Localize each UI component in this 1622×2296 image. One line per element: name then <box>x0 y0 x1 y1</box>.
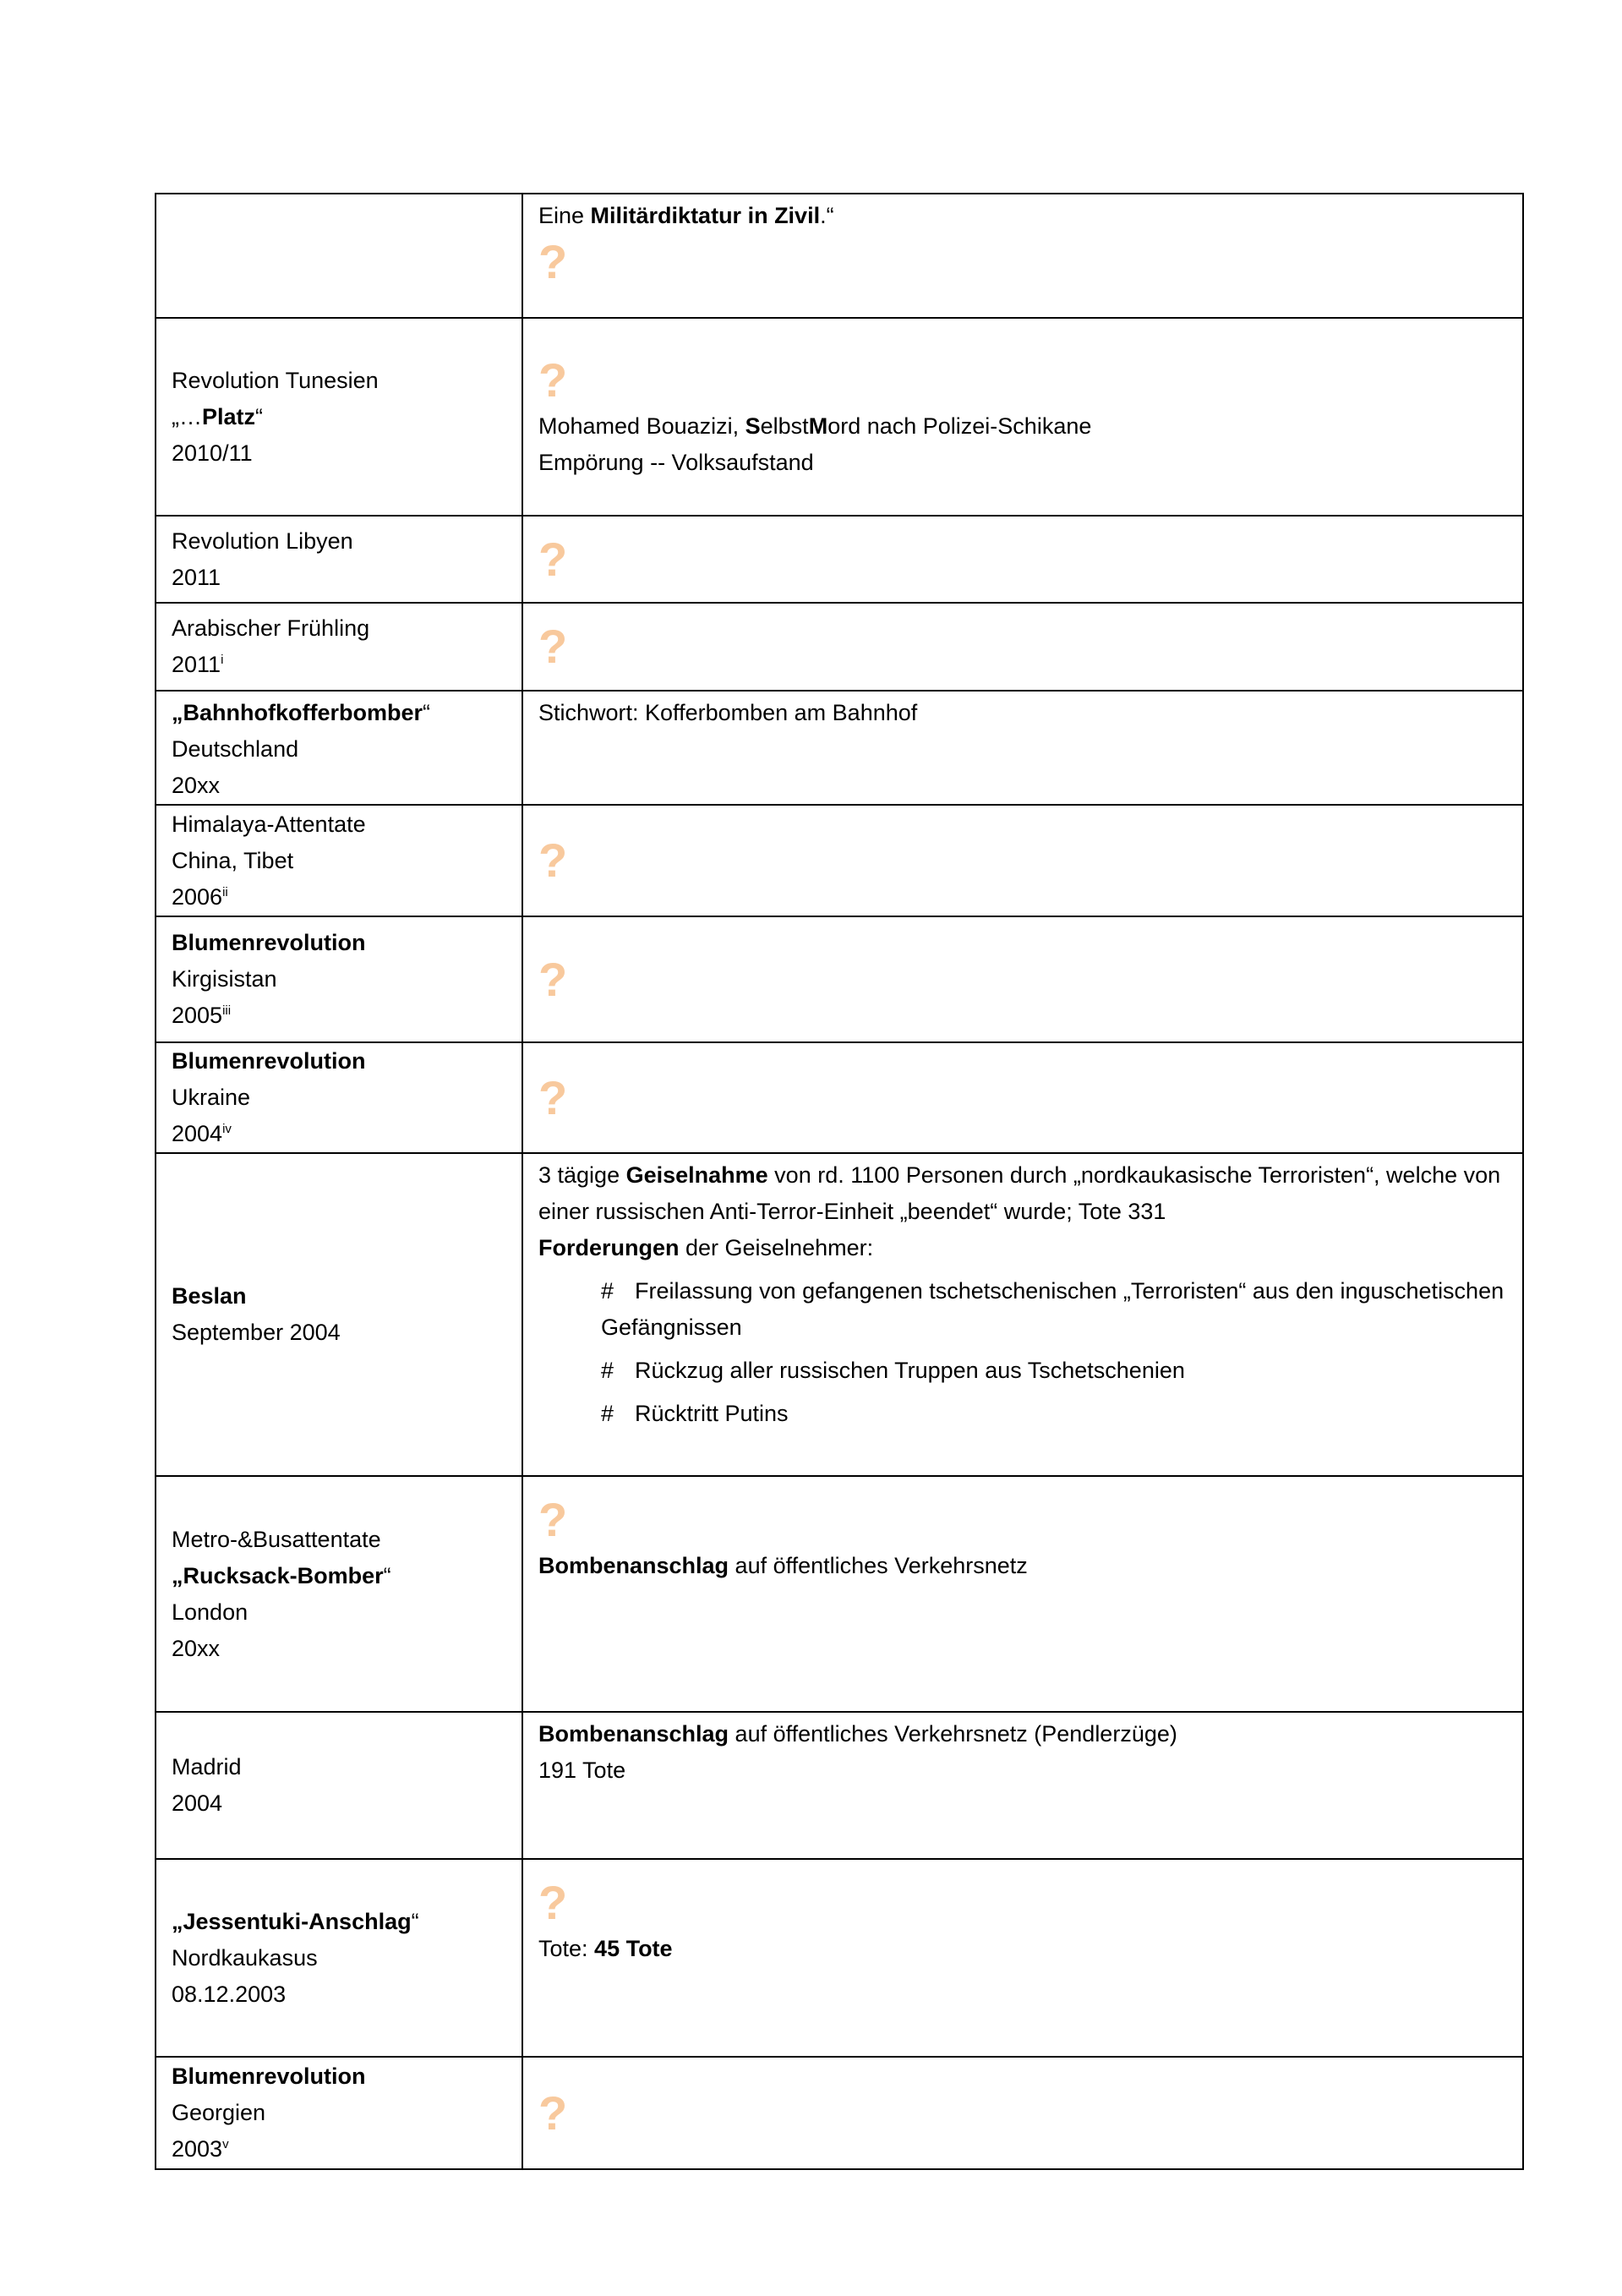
text: Eine <box>538 203 591 228</box>
event-line <box>172 961 506 998</box>
question-mark-icon: ? <box>538 353 568 407</box>
event-line <box>172 1940 506 1976</box>
text: 2004 <box>172 1790 223 1816</box>
description-cell <box>522 603 1523 691</box>
event-cell <box>156 1859 522 2057</box>
event-line <box>172 523 506 560</box>
event-line <box>172 363 506 399</box>
description-cell <box>522 194 1523 318</box>
text: Rücktritt Putins <box>635 1401 789 1426</box>
event-line <box>172 806 506 843</box>
footnote-marker: iv <box>222 1122 232 1136</box>
text: Himalaya-Attentate <box>172 811 366 837</box>
text: Tote: <box>538 1936 595 1961</box>
event-line <box>172 610 506 647</box>
event-line <box>172 843 506 879</box>
table-row <box>156 691 1523 805</box>
footnote-marker: i <box>221 653 224 667</box>
description-line <box>538 198 1507 234</box>
text: September 2004 <box>172 1320 341 1345</box>
events-table <box>155 193 1524 2170</box>
table-row <box>156 318 1523 516</box>
event-line <box>172 2058 506 2095</box>
text: 20xx <box>172 1635 221 1661</box>
event-cell <box>156 603 522 691</box>
event-line <box>172 1116 506 1152</box>
table-row <box>156 603 1523 691</box>
text: elbst <box>760 413 809 439</box>
event-cell <box>156 691 522 805</box>
event-line <box>172 998 506 1034</box>
question-mark-icon: ? <box>538 532 568 586</box>
event-line <box>172 695 506 731</box>
bullet-marker: # <box>601 1401 614 1426</box>
text: auf öffentliches Verkehrsnetz (Pendlerzüge) <box>729 1721 1177 1747</box>
question-mark-icon: ? <box>538 620 568 673</box>
event-cell <box>156 1712 522 1859</box>
event-cell <box>156 516 522 603</box>
event-line <box>172 1904 506 1940</box>
text: Mohamed Bouazizi, <box>538 413 745 439</box>
event-line <box>172 768 506 804</box>
description-cell <box>522 691 1523 805</box>
bold-text: Bombenanschlag <box>538 1553 729 1578</box>
text: “ <box>383 1562 391 1588</box>
text: “ <box>411 1908 419 1934</box>
bold-text: Beslan <box>172 1283 247 1309</box>
event-line <box>172 435 506 472</box>
text: Rückzug aller russischen Truppen aus Tschetschenien <box>635 1358 1185 1383</box>
text: Kirgisistan <box>172 966 277 992</box>
text: China, Tibet <box>172 847 294 873</box>
text: Ukraine <box>172 1085 251 1110</box>
table-row <box>156 1042 1523 1153</box>
text: 2005 <box>172 1003 223 1028</box>
description-cell <box>522 1153 1523 1476</box>
description-cell <box>522 1859 1523 2057</box>
bold-text: Bombenanschlag <box>538 1721 729 1747</box>
table-row <box>156 805 1523 916</box>
question-mark-icon: ? <box>538 952 568 1006</box>
text: 2006 <box>172 883 223 910</box>
event-cell <box>156 194 522 318</box>
event-line <box>172 2131 506 2168</box>
footnote-marker: v <box>222 2137 229 2151</box>
table-row <box>156 1712 1523 1859</box>
demand-list-item <box>538 1396 1507 1432</box>
text: Stichwort: Kofferbomben am Bahnhof <box>538 700 918 725</box>
text: 3 tägige <box>538 1162 626 1188</box>
description-cell <box>522 318 1523 516</box>
bold-text: Platz <box>202 403 256 429</box>
text: 2003 <box>172 2136 223 2162</box>
text: “ <box>423 700 430 725</box>
table-row <box>156 1859 1523 2057</box>
event-line <box>172 1785 506 1822</box>
text: Deutschland <box>172 736 299 762</box>
event-line <box>172 1631 506 1667</box>
question-mark-icon: ? <box>538 235 568 288</box>
text: 2010/11 <box>172 440 253 466</box>
bullet-marker: # <box>601 1358 614 1383</box>
event-line <box>172 879 506 916</box>
event-line <box>172 1080 506 1116</box>
description-cell <box>522 1476 1523 1712</box>
description-line <box>538 695 1507 731</box>
event-line <box>172 2095 506 2131</box>
bold-text: Forderungen <box>538 1235 680 1260</box>
description-line <box>538 1752 1507 1789</box>
description-cell <box>522 516 1523 603</box>
table-row <box>156 1153 1523 1476</box>
text: ord nach Polizei-Schikane <box>827 413 1092 439</box>
text: 2011 <box>172 564 221 590</box>
description-line <box>538 408 1507 445</box>
event-cell <box>156 318 522 516</box>
event-line <box>172 647 506 683</box>
text: „… <box>172 403 202 429</box>
description-line <box>538 1548 1507 1584</box>
text: Metro-&Busattentate <box>172 1526 381 1552</box>
demand-list-item <box>538 1353 1507 1389</box>
event-line <box>172 1315 506 1351</box>
bold-text: Blumenrevolution <box>172 2064 366 2089</box>
bold-text: Blumenrevolution <box>172 1048 366 1074</box>
event-line <box>172 1976 506 2013</box>
description-cell <box>522 1042 1523 1153</box>
text: auf öffentliches Verkehrsnetz <box>729 1553 1028 1578</box>
table-row <box>156 194 1523 318</box>
bold-text: Militärdiktatur in Zivil <box>590 203 821 228</box>
text: Empörung -- Volksaufstand <box>538 450 814 475</box>
event-line <box>172 1522 506 1558</box>
event-cell <box>156 1042 522 1153</box>
event-line <box>172 399 506 435</box>
description-line <box>538 1716 1507 1752</box>
bullet-marker: # <box>601 1278 614 1304</box>
text: Madrid <box>172 1754 242 1779</box>
event-line <box>172 560 506 596</box>
text: “ <box>255 403 264 429</box>
footnote-marker: ii <box>222 884 228 899</box>
question-mark-icon: ? <box>538 2086 568 2140</box>
bold-text: 45 Tote <box>594 1936 673 1961</box>
event-line <box>172 731 506 768</box>
text: Revolution Tunesien <box>172 367 379 393</box>
description-line <box>538 1931 1507 1967</box>
event-cell <box>156 916 522 1042</box>
event-line <box>172 1594 506 1631</box>
text: 20xx <box>172 773 221 798</box>
description-cell <box>522 2057 1523 2169</box>
event-cell <box>156 1476 522 1712</box>
description-cell <box>522 805 1523 916</box>
text: 2011 <box>172 652 221 677</box>
event-line <box>172 925 506 961</box>
event-line <box>172 1043 506 1080</box>
description-cell <box>522 916 1523 1042</box>
table-row <box>156 1476 1523 1712</box>
text: Nordkaukasus <box>172 1944 318 1971</box>
text: von rd. 1100 Personen durch „nordkaukasische Terroristen“, welche von einer russischen Anti-Terror-Einheit „beendet“ wurde; Tote 331 <box>538 1162 1501 1224</box>
question-mark-icon: ? <box>538 1493 568 1546</box>
event-line <box>172 1278 506 1315</box>
description-line <box>538 1157 1507 1230</box>
text: Freilassung von gefangenen tschetschenischen „Terroristen“ aus den inguschetischen Gefängnissen <box>601 1278 1505 1340</box>
text: der Geiselnehmer: <box>679 1235 874 1260</box>
bold-text: Blumenrevolution <box>172 930 366 955</box>
description-line <box>538 1230 1507 1266</box>
question-mark-icon: ? <box>538 1876 568 1929</box>
event-cell <box>156 805 522 916</box>
bold-text: „Bahnhofkofferbomber <box>172 700 423 725</box>
text: 2004 <box>172 1121 223 1146</box>
question-mark-icon: ? <box>538 834 568 887</box>
footnote-marker: iii <box>222 1003 232 1018</box>
text: .“ <box>820 203 834 228</box>
bold-text: M <box>808 413 828 439</box>
text: Arabischer Frühling <box>172 615 370 641</box>
text: 08.12.2003 <box>172 1981 287 2007</box>
bold-text: Geiselnahme <box>625 1162 768 1188</box>
event-line <box>172 1749 506 1785</box>
table-row <box>156 516 1523 603</box>
event-cell <box>156 2057 522 2169</box>
event-cell <box>156 1153 522 1476</box>
bold-text: „Rucksack-Bomber <box>172 1562 384 1588</box>
demand-list-item <box>538 1273 1507 1346</box>
description-cell <box>522 1712 1523 1859</box>
table-row <box>156 916 1523 1042</box>
text: London <box>172 1599 248 1625</box>
bold-text: „Jessentuki-Anschlag <box>172 1908 412 1934</box>
event-line <box>172 1558 506 1594</box>
question-mark-icon: ? <box>538 1070 568 1124</box>
text: Revolution Libyen <box>172 528 353 554</box>
table-row <box>156 2057 1523 2169</box>
description-line <box>538 445 1507 481</box>
text: 191 Tote <box>538 1758 626 1783</box>
text: Georgien <box>172 2100 266 2125</box>
bold-text: S <box>745 413 761 439</box>
